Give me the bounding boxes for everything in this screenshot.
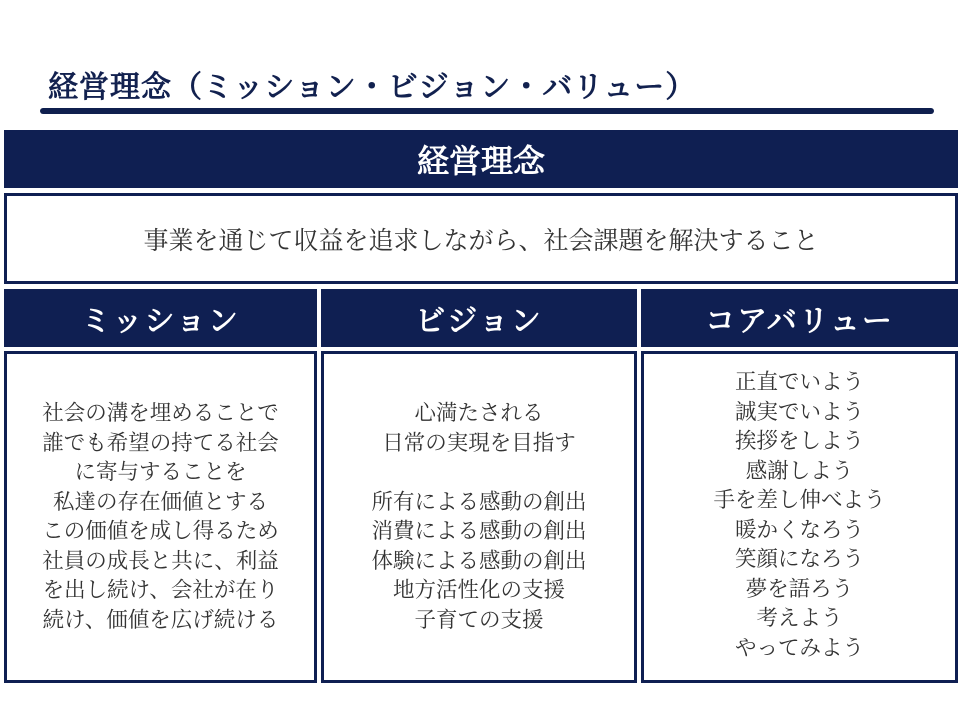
vision-line: 心満たされる: [414, 401, 544, 426]
mission-line: に寄与することを: [74, 460, 247, 485]
mission-line: 私達の存在価値とする: [52, 489, 268, 515]
mission-line: 続け、価値を広げ続ける: [42, 607, 279, 633]
mission-line: この価値を成し得るため: [42, 519, 279, 544]
value-line: 手を差し伸べよう: [713, 488, 886, 513]
value-line: 誠実でいよう: [734, 399, 864, 425]
value-line: 挨拶をしよう: [734, 429, 864, 454]
vision-line: 子育ての支援: [414, 607, 544, 633]
vision-line: 所有による感動の創出: [371, 489, 587, 515]
vision-line: 消費による感動の創出: [371, 519, 587, 544]
values-body: [641, 351, 958, 683]
values-header: コアバリュー: [641, 289, 958, 347]
philosophy-text: 事業を通じて収益を追求しながら、社会課題を解決すること: [4, 193, 958, 284]
mission-line: を出し続け、会社が在り: [42, 578, 279, 603]
mission-header: ミッション: [4, 289, 317, 347]
mission-body: [4, 351, 317, 683]
value-line: 感謝しよう: [745, 458, 854, 484]
mission-line: 社員の成長と共に、利益: [42, 548, 279, 574]
value-line: 笑顔になろう: [734, 547, 864, 572]
vision-line: 体験による感動の創出: [371, 548, 587, 574]
vision-body: [321, 351, 637, 683]
philosophy-header: 経営理念: [4, 130, 958, 188]
value-line: 暖かくなろう: [734, 517, 864, 543]
mission-line: 社会の溝を埋めることで: [42, 401, 279, 426]
value-line: やってみよう: [734, 635, 864, 661]
vision-line: 日常の実現を目指す: [382, 430, 576, 456]
vision-line: 地方活性化の支援: [392, 578, 565, 603]
vision-header: ビジョン: [321, 289, 637, 347]
title-underline: [40, 108, 934, 114]
page-title: 経営理念（ミッション・ビジョン・バリュー）: [48, 70, 697, 105]
value-line: 夢を語ろう: [745, 576, 854, 602]
value-line: 考えよう: [756, 606, 843, 631]
value-line: 正直でいよう: [734, 370, 864, 395]
mission-line: 誰でも希望の持てる社会: [42, 430, 279, 456]
